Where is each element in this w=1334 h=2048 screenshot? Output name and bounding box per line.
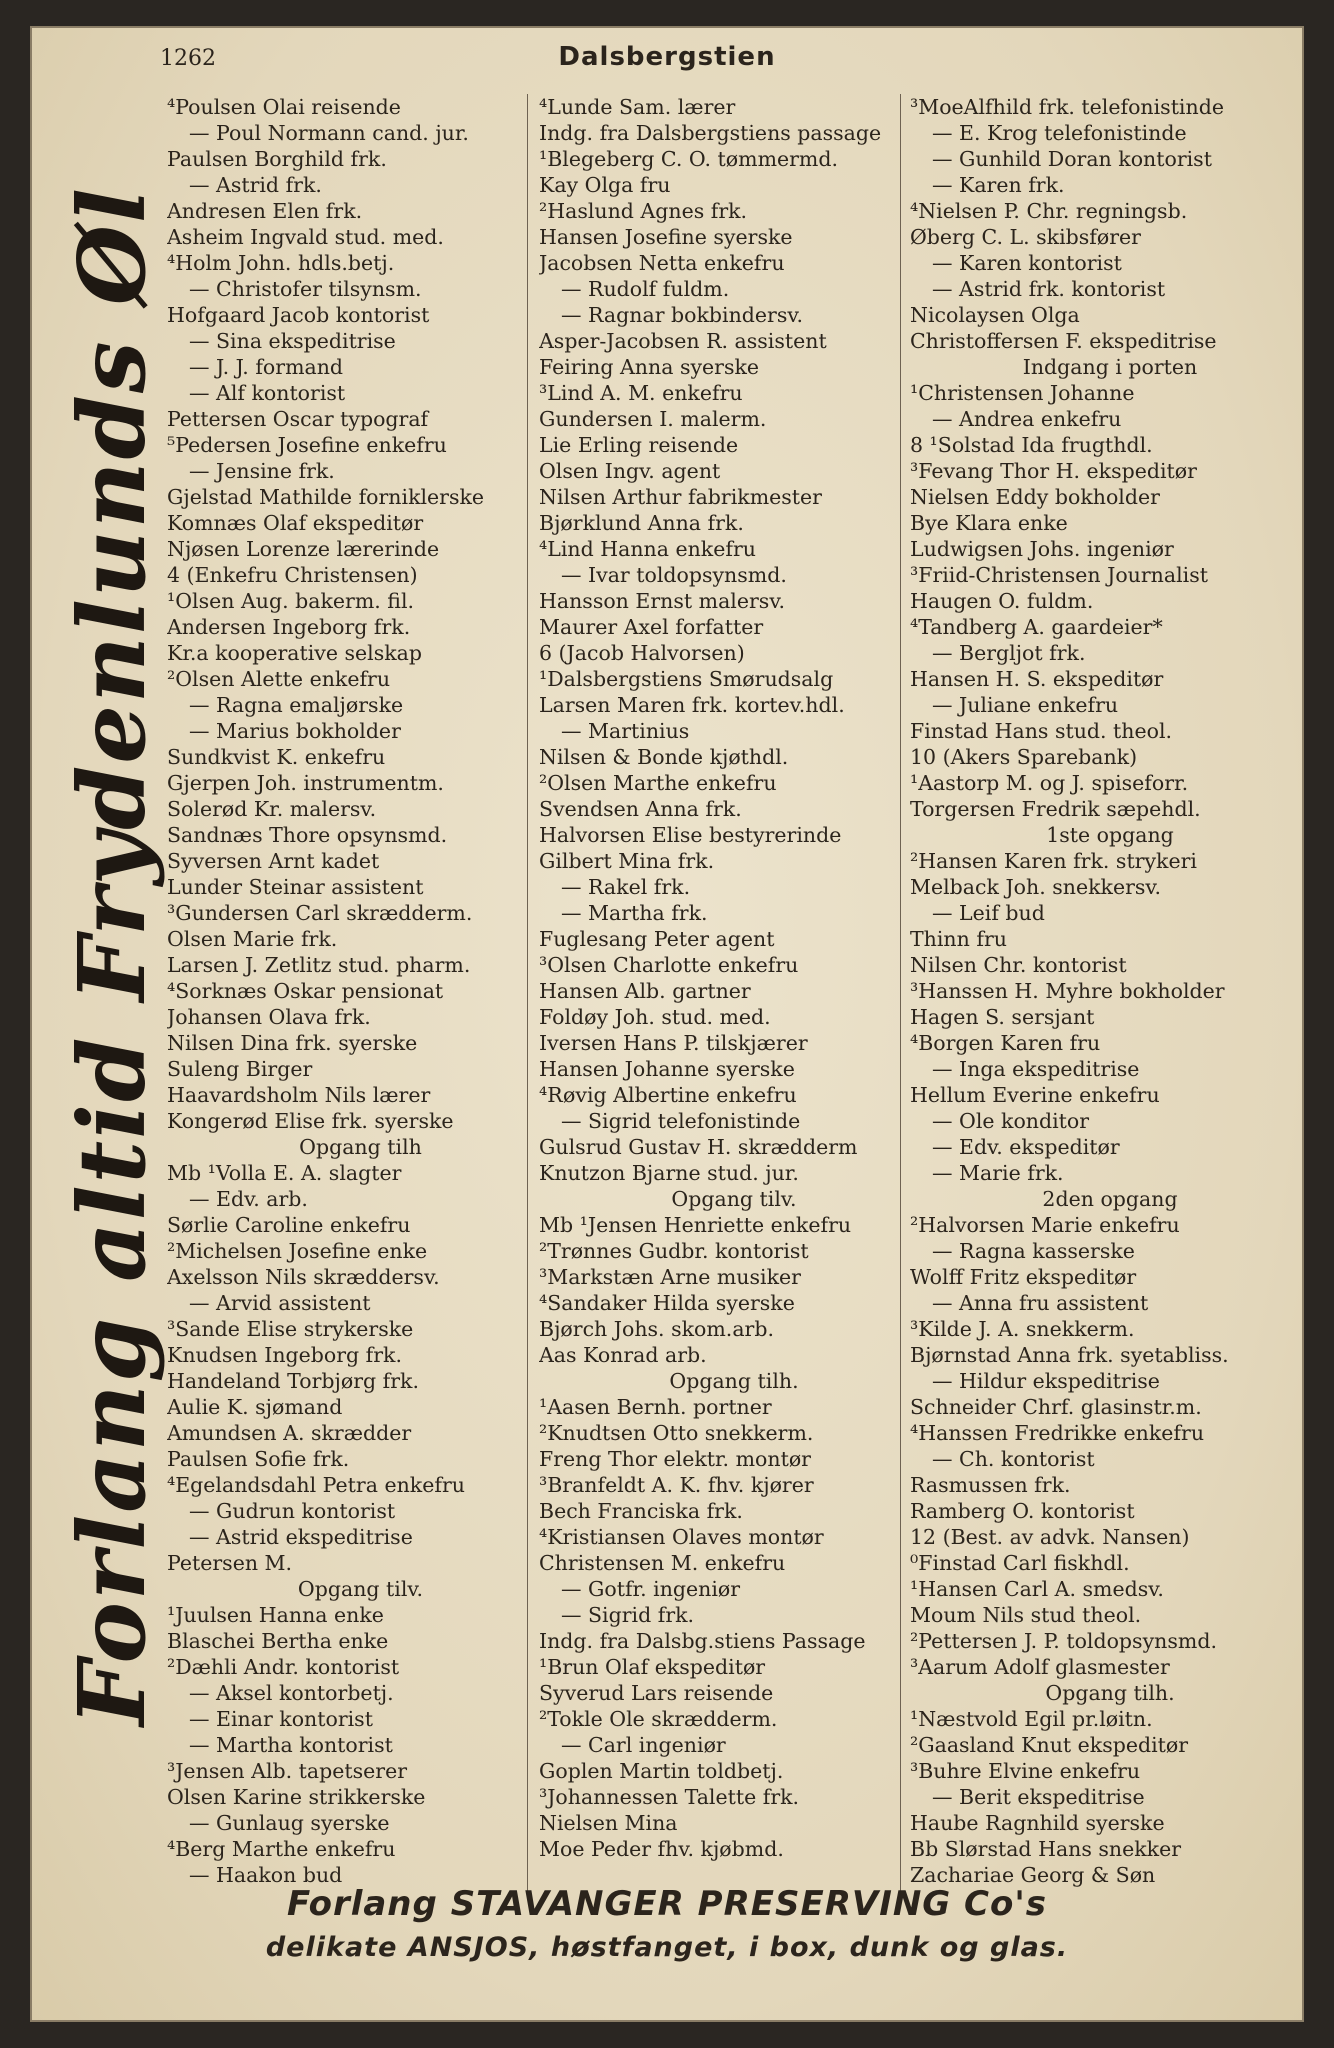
directory-entry: — Arvid assistent	[189, 1291, 371, 1315]
directory-entry: Gjerpen Joh. instrumentm.	[167, 771, 444, 795]
directory-entry: ⁴Nielsen P. Chr. regningsb.	[910, 199, 1188, 223]
directory-entry: — Gunlaug syerske	[189, 1811, 390, 1835]
directory-entry: — Alf kontorist	[189, 381, 346, 405]
directory-entry: Ramberg O. kontorist	[910, 1499, 1135, 1523]
directory-entry: Indg. fra Dalsbg.stiens Passage	[539, 1629, 866, 1653]
directory-entry: Bye Klara enke	[910, 511, 1068, 535]
directory-entry: ²Tokle Ole skrædderm.	[539, 1707, 778, 1731]
directory-entry: Schneider Chrf. glasinstr.m.	[910, 1395, 1202, 1419]
directory-entry: Mb ¹Volla E. A. slagter	[167, 1161, 402, 1185]
directory-entry: Larsen Maren frk. kortev.hdl.	[539, 693, 845, 717]
directory-entry: ³Johannessen Talette frk.	[539, 1785, 800, 1809]
side-advertisement-text: Forlang altid Frydenlunds Øl	[58, 186, 166, 1726]
directory-entry: Goplen Martin toldbetj.	[539, 1759, 784, 1783]
directory-entry: ⁴Sandaker Hilda syerske	[539, 1291, 795, 1315]
directory-entry: Olsen Ingv. agent	[539, 459, 721, 483]
directory-entry: ³Fevang Thor H. ekspeditør	[910, 459, 1197, 483]
directory-entry: ³Buhre Elvine enkefru	[910, 1759, 1141, 1783]
directory-entry: Halvorsen Elise bestyrerinde	[539, 823, 842, 847]
directory-entry: — Edv. ekspeditør	[932, 1135, 1120, 1159]
directory-entry: — Gunhild Doran kontorist	[932, 147, 1212, 171]
directory-entry: Nielsen Eddy bokholder	[910, 485, 1160, 509]
directory-entry: Rasmussen frk.	[910, 1473, 1071, 1497]
directory-entry: — Juliane enkefru	[932, 693, 1119, 717]
directory-entry: — J. J. formand	[189, 355, 344, 379]
directory-entry: Bjørch Johs. skom.arb.	[539, 1317, 774, 1341]
directory-entry: ²Halvorsen Marie enkefru	[910, 1213, 1180, 1237]
directory-entry: Aas Konrad arb.	[539, 1343, 707, 1367]
directory-entry: ¹Juulsen Hanna enke	[167, 1603, 384, 1627]
directory-entry: — Haakon bud	[189, 1863, 343, 1887]
directory-entry: Syversen Arnt kadet	[167, 849, 380, 873]
directory-entry: Indg. fra Dalsbergstiens passage	[539, 121, 882, 145]
directory-entry: — Leif bud	[932, 901, 1045, 925]
directory-entry: Freng Thor elektr. montør	[539, 1447, 811, 1471]
directory-entry: ⁰Finstad Carl fiskhdl.	[910, 1551, 1130, 1575]
directory-entry: — Marius bokholder	[189, 719, 401, 743]
directory-entry: ³Markstæn Arne musiker	[539, 1265, 801, 1289]
directory-entry: ¹Aasen Bernh. portner	[539, 1395, 772, 1419]
directory-entry: Solerød Kr. malersv.	[167, 797, 377, 821]
directory-entry: ¹Hansen Carl A. smedsv.	[910, 1577, 1164, 1601]
directory-entry: Gilbert Mina frk.	[539, 849, 715, 873]
directory-entry: Torgersen Fredrik sæpehdl.	[910, 797, 1201, 821]
directory-entry: Christoffersen F. ekspeditrise	[910, 329, 1217, 353]
directory-entry: ³Aarum Adolf glasmester	[910, 1655, 1170, 1679]
directory-entry: Maurer Axel forfatter	[539, 615, 764, 639]
directory-column-3	[910, 94, 1310, 1934]
directory-entry: — Christofer tilsynsm.	[189, 277, 422, 301]
directory-entry: ²Dæhli Andr. kontorist	[167, 1655, 400, 1679]
directory-entry: Kr.a kooperative selskap	[167, 641, 423, 665]
directory-column-2	[539, 94, 929, 1934]
directory-entry: Andersen Ingeborg frk.	[167, 615, 411, 639]
directory-entry: Bb Slørstad Hans snekker	[910, 1837, 1182, 1861]
directory-entry: ³Hanssen H. Myhre bokholder	[910, 979, 1225, 1003]
directory-entry: — Martha kontorist	[189, 1733, 393, 1757]
directory-entry: Øberg C. L. skibsfører	[910, 225, 1141, 249]
directory-entry: Bech Franciska frk.	[539, 1499, 743, 1523]
directory-page	[30, 26, 1304, 2022]
directory-entry: Paulsen Sofie frk.	[167, 1447, 350, 1471]
directory-entry: Paulsen Borghild frk.	[167, 147, 387, 171]
directory-entry: — Martha frk.	[561, 901, 708, 925]
directory-entry: ¹Olsen Aug. bakerm. fil.	[167, 589, 415, 613]
directory-entry: — Ch. kontorist	[932, 1447, 1095, 1471]
directory-entry: — Carl ingeniør	[561, 1733, 726, 1757]
directory-entry: 1ste opgang	[1046, 823, 1174, 847]
directory-entry: — Karen kontorist	[932, 251, 1122, 275]
directory-entry: — Rudolf fuldm.	[561, 277, 730, 301]
directory-entry: — Rakel frk.	[561, 875, 691, 899]
directory-entry: Larsen J. Zetlitz stud. pharm.	[167, 953, 471, 977]
directory-entry: ³Gundersen Carl skrædderm.	[167, 901, 473, 925]
directory-entry: Wolff Fritz ekspeditør	[910, 1265, 1137, 1289]
directory-entry: — Berit ekspeditrise	[932, 1785, 1145, 1809]
directory-entry: Hansen Alb. gartner	[539, 979, 751, 1003]
directory-entry: ⁴Lind Hanna enkefru	[539, 537, 756, 561]
directory-entry: Andresen Elen frk.	[167, 199, 363, 223]
directory-entry: Opgang tilh	[299, 1135, 422, 1159]
directory-entry: Komnæs Olaf ekspeditør	[167, 511, 424, 535]
directory-entry: Asheim Ingvald stud. med.	[167, 225, 444, 249]
directory-entry: Lunder Steinar assistent	[167, 875, 424, 899]
directory-entry: — Aksel kontorbetj.	[189, 1681, 394, 1705]
directory-entry: Petersen M.	[167, 1551, 293, 1575]
directory-entry: — Astrid frk. kontorist	[932, 277, 1166, 301]
directory-entry: — Marie frk.	[932, 1161, 1064, 1185]
directory-entry: ¹Blegeberg C. O. tømmermd.	[539, 147, 839, 171]
directory-entry: Hellum Everine enkefru	[910, 1083, 1160, 1107]
directory-entry: ⁴Røvig Albertine enkefru	[539, 1083, 797, 1107]
directory-entry: Nilsen Dina frk. syerske	[167, 1031, 418, 1055]
directory-entry: Melback Joh. snekkersv.	[910, 875, 1162, 899]
directory-entry: ²Hansen Karen frk. strykeri	[910, 849, 1197, 873]
directory-entry: — Gotfr. ingeniør	[561, 1577, 741, 1601]
directory-entry: 2den opgang	[1042, 1187, 1178, 1211]
directory-entry: Bjørklund Anna frk.	[539, 511, 744, 535]
directory-entry: — Astrid ekspeditrise	[189, 1525, 413, 1549]
directory-entry: Hansen Josefine syerske	[539, 225, 793, 249]
directory-entry: Haugen O. fuldm.	[910, 589, 1094, 613]
directory-entry: Axelsson Nils skræddersv.	[167, 1265, 440, 1289]
directory-entry: ²Gaasland Knut ekspeditør	[910, 1733, 1189, 1757]
directory-entry: ⁴Borgen Karen fru	[910, 1031, 1101, 1055]
directory-entry: ³Kilde J. A. snekkerm.	[910, 1317, 1135, 1341]
directory-entry: — Jensine frk.	[189, 459, 335, 483]
directory-entry: Opgang tilh.	[1045, 1681, 1175, 1705]
directory-entry: Finstad Hans stud. theol.	[910, 719, 1173, 743]
directory-entry: Njøsen Lorenze lærerinde	[167, 537, 440, 561]
directory-entry: Nilsen Chr. kontorist	[910, 953, 1127, 977]
directory-entry: ¹Aastorp M. og J. spiseforr.	[910, 771, 1189, 795]
directory-entry: Opgang tilh.	[669, 1369, 799, 1393]
directory-entry: Nicolaysen Olga	[910, 303, 1080, 327]
directory-entry: ⁴Berg Marthe enkefru	[167, 1837, 396, 1861]
page-header	[30, 38, 1304, 78]
directory-entry: Jacobsen Netta enkefru	[539, 251, 785, 275]
side-advertisement	[42, 186, 182, 1726]
directory-entry: — Gudrun kontorist	[189, 1499, 396, 1523]
directory-entry: ¹Dalsbergstiens Smørudsalg	[539, 667, 834, 691]
directory-entry: ²Knudtsen Otto snekkerm.	[539, 1421, 814, 1445]
directory-entry: Syverud Lars reisende	[539, 1681, 774, 1705]
directory-entry: Sandnæs Thore opsynsmd.	[167, 823, 448, 847]
directory-entry: ⁴Holm John. hdls.betj.	[167, 251, 395, 275]
directory-entry: ²Pettersen J. P. toldopsynsmd.	[910, 1629, 1217, 1653]
bottom-advertisement-line-1: Forlang STAVANGER PRESERVING Co's	[287, 1884, 1047, 1924]
directory-entry: Opgang tilv.	[671, 1187, 797, 1211]
directory-entry: ³Olsen Charlotte enkefru	[539, 953, 799, 977]
directory-entry: — Martinius	[561, 719, 690, 743]
directory-entry: Nilsen Arthur fabrikmester	[539, 485, 822, 509]
directory-entry: Sundkvist K. enkefru	[167, 745, 386, 769]
directory-entry: Johansen Olava frk.	[167, 1005, 371, 1029]
directory-entry: Handeland Torbjørg frk.	[167, 1369, 419, 1393]
directory-entry: Haavardsholm Nils lærer	[167, 1083, 431, 1107]
directory-entry: Opgang tilv.	[297, 1577, 424, 1601]
directory-entry: Gjelstad Mathilde forniklerske	[167, 485, 485, 509]
directory-entry: — Anna fru assistent	[932, 1291, 1149, 1315]
directory-entry: Knutzon Bjarne stud. jur.	[539, 1161, 799, 1185]
directory-entry: Olsen Karine strikkerske	[167, 1785, 426, 1809]
directory-entry: ⁴Lunde Sam. lærer	[539, 95, 736, 119]
directory-entry: — Hildur ekspeditrise	[932, 1369, 1160, 1393]
directory-entry: Olsen Marie frk.	[167, 927, 338, 951]
directory-entry: ³Sande Elise strykerske	[167, 1317, 414, 1341]
directory-entry: — Karen frk.	[932, 173, 1065, 197]
directory-entry: — Ivar toldopsynsmd.	[561, 563, 787, 587]
page-title: Dalsbergstien	[558, 42, 776, 72]
directory-entry: Hansson Ernst malersv.	[539, 589, 785, 613]
directory-entry: Thinn fru	[910, 927, 1007, 951]
directory-entry: 6 (Jacob Halvorsen)	[539, 641, 745, 665]
directory-entry: Hansen Johanne syerske	[539, 1057, 795, 1081]
directory-entry: 8 ¹Solstad Ida frugthdl.	[910, 433, 1153, 457]
directory-entry: Kay Olga fru	[539, 173, 671, 197]
directory-entry: — Ragnar bokbindersv.	[561, 303, 804, 327]
directory-entry: ¹Christensen Johanne	[910, 381, 1135, 405]
directory-entry: ³Jensen Alb. tapetserer	[167, 1759, 407, 1783]
directory-entry: ⁴Kristiansen Olaves montør	[539, 1525, 824, 1549]
directory-entry: Hansen H. S. ekspeditør	[910, 667, 1164, 691]
directory-entry: Christensen M. enkefru	[539, 1551, 786, 1575]
directory-entry: ⁴Tandberg A. gaardeier*	[910, 615, 1163, 639]
directory-entry: — Andrea enkefru	[932, 407, 1122, 431]
directory-entry: Indgang i porten	[1022, 355, 1198, 379]
directory-entry: Hofgaard Jacob kontorist	[167, 303, 430, 327]
directory-entry: 12 (Best. av advk. Nansen)	[910, 1525, 1190, 1549]
directory-entry: Zachariae Georg & Søn	[910, 1863, 1156, 1887]
directory-entry: ²Michelsen Josefine enke	[167, 1239, 428, 1263]
directory-entry: ²Haslund Agnes frk.	[539, 199, 748, 223]
directory-entry: Aulie K. sjømand	[167, 1395, 343, 1419]
directory-entry: — Sigrid telefonistinde	[561, 1109, 801, 1133]
directory-entry: — Edv. arb.	[189, 1187, 308, 1211]
directory-entry: — Poul Normann cand. jur.	[189, 121, 469, 145]
directory-entry: Gulsrud Gustav H. skrædderm	[539, 1135, 858, 1159]
directory-entry: Iversen Hans P. tilskjærer	[539, 1031, 808, 1055]
directory-entry: ¹Næstvold Egil pr.løitn.	[910, 1707, 1153, 1731]
directory-entry: Blaschei Bertha enke	[167, 1629, 389, 1653]
directory-entry: ⁴Poulsen Olai reisende	[167, 95, 401, 119]
directory-entry: — Ragna emaljørske	[189, 693, 404, 717]
directory-entry: ²Olsen Alette enkefru	[167, 667, 391, 691]
directory-entry: — Astrid frk.	[189, 173, 322, 197]
directory-entry: — Inga ekspeditrise	[932, 1057, 1140, 1081]
directory-entry: ¹Brun Olaf ekspeditør	[539, 1655, 766, 1679]
directory-entry: ³Lind A. M. enkefru	[539, 381, 743, 405]
directory-entry: Foldøy Joh. stud. med.	[539, 1005, 771, 1029]
directory-entry: Gundersen I. malerm.	[539, 407, 767, 431]
directory-entry: Amundsen A. skrædder	[167, 1421, 412, 1445]
directory-entry: Nielsen Mina	[539, 1811, 678, 1835]
directory-entry: — Ragna kasserske	[932, 1239, 1135, 1263]
directory-entry: Sørlie Caroline enkefru	[167, 1213, 411, 1237]
directory-entry: — Sina ekspeditrise	[189, 329, 396, 353]
directory-entry: — Sigrid frk.	[561, 1603, 695, 1627]
directory-entry: — E. Krog telefonistinde	[932, 121, 1187, 145]
page-number: 1262	[160, 46, 216, 71]
directory-entry: ⁵Pedersen Josefine enkefru	[167, 433, 447, 457]
directory-entry: Kongerød Elise frk. syerske	[167, 1109, 454, 1133]
directory-column-1	[167, 94, 554, 1934]
directory-entry: ⁴Egelandsdahl Petra enkefru	[167, 1473, 465, 1497]
directory-entry: Lie Erling reisende	[539, 433, 739, 457]
directory-entry: ⁴Sorknæs Oskar pensionat	[167, 979, 444, 1003]
directory-entry: Hagen S. sersjant	[910, 1005, 1095, 1029]
directory-entry: Moe Peder fhv. kjøbmd.	[539, 1837, 784, 1861]
bottom-advertisement-line-2: delikate ANSJOS, høstfanget, i box, dunk og glas.	[265, 1932, 1069, 1963]
directory-entry: Nilsen & Bonde kjøthdl.	[539, 745, 789, 769]
directory-entry: 10 (Akers Sparebank)	[910, 745, 1138, 769]
directory-entry: Svendsen Anna frk.	[539, 797, 742, 821]
bottom-advertisement	[30, 1884, 1304, 1963]
directory-entry: Feiring Anna syerske	[539, 355, 760, 379]
directory-entry: Pettersen Oscar typograf	[167, 407, 429, 431]
directory-entry: 4 (Enkefru Christensen)	[167, 563, 418, 587]
directory-entry: Mb ¹Jensen Henriette enkefru	[539, 1213, 852, 1237]
directory-entry: — Bergljot frk.	[932, 641, 1086, 665]
directory-entry: ³MoeAlfhild frk. telefonistinde	[910, 95, 1224, 119]
directory-entry: ²Olsen Marthe enkefru	[539, 771, 777, 795]
directory-entry: ³Friid-Christensen Journalist	[910, 563, 1208, 587]
directory-entry: — Einar kontorist	[189, 1707, 373, 1731]
directory-entry: ²Trønnes Gudbr. kontorist	[539, 1239, 809, 1263]
directory-entry: Asper-Jacobsen R. assistent	[539, 329, 827, 353]
directory-entry: Fuglesang Peter agent	[539, 927, 775, 951]
directory-entry: Haube Ragnhild syerske	[910, 1811, 1165, 1835]
directory-entry: Moum Nils stud theol.	[910, 1603, 1142, 1627]
directory-entry: Ludwigsen Johs. ingeniør	[910, 537, 1174, 561]
directory-entry: ⁴Hanssen Fredrikke enkefru	[910, 1421, 1205, 1445]
directory-entry: Knudsen Ingeborg frk.	[167, 1343, 402, 1367]
directory-entry: — Ole konditor	[932, 1109, 1090, 1133]
directory-entry: ³Branfeldt A. K. fhv. kjører	[539, 1473, 814, 1497]
directory-entry: Suleng Birger	[167, 1057, 313, 1081]
directory-entry: Bjørnstad Anna frk. syetabliss.	[910, 1343, 1229, 1367]
